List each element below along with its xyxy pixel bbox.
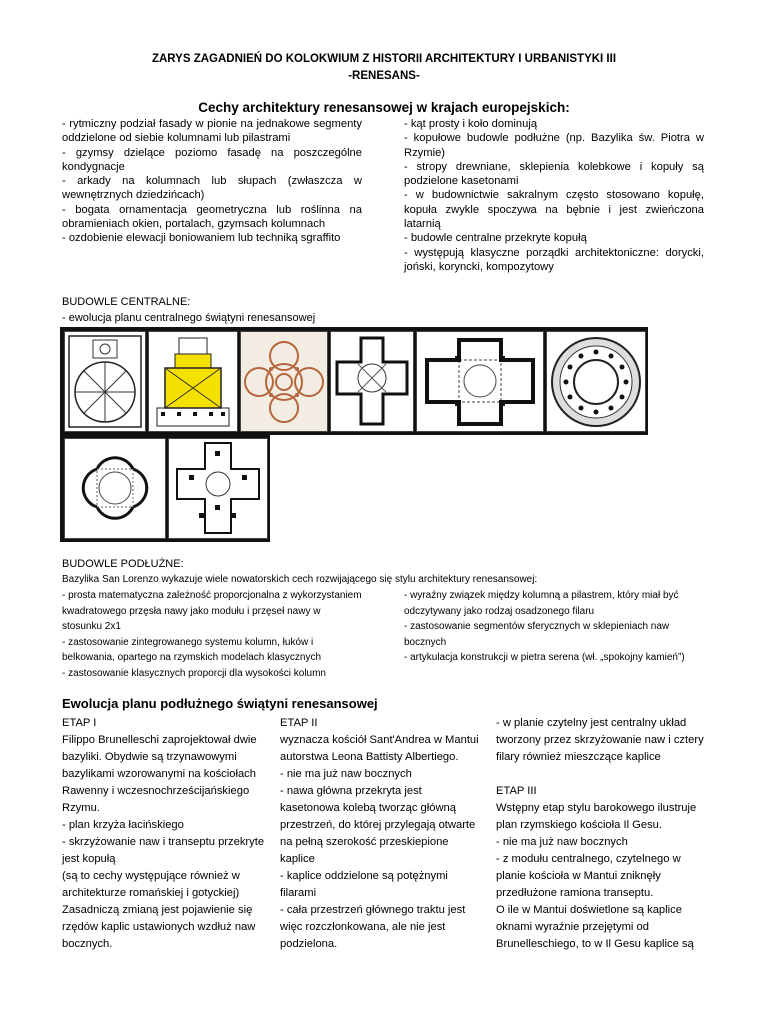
longitudinal-item: - artykulacja konstrukcji w pietra serena (wł. „spokojny kamień”) bbox=[404, 652, 685, 663]
etap2-label: ETAP II bbox=[280, 717, 318, 729]
document-subtitle: -RENESANS- bbox=[348, 70, 420, 82]
sepia-quatrefoil-plan-icon bbox=[240, 331, 328, 432]
features-right-column bbox=[404, 117, 704, 274]
longitudinal-intro: Bazylika San Lorenzo wykazuje wiele nowatorskich cech rozwijającego się stylu architektury renesansowej: bbox=[62, 574, 538, 585]
cross-plan-icon bbox=[330, 331, 414, 432]
features-left-column bbox=[62, 117, 362, 246]
features-heading: Cechy architektury renesansowej w krajach europejskich: bbox=[198, 100, 570, 115]
central-heading: BUDOWLE CENTRALNE: bbox=[62, 296, 191, 308]
etap1-column bbox=[62, 715, 274, 953]
etap3-column bbox=[496, 715, 706, 953]
feature-item: - budowle centralne przekryte kopułą bbox=[404, 232, 587, 245]
etap2-line: - nawa główna przekryta jest kasetonowa kolebą tworząc główną przestrzeń, do której przylegają otwarte na pełną szerokość przeskiepione kaplice bbox=[280, 785, 476, 865]
circular-colonnade-plan-icon bbox=[546, 331, 646, 432]
feature-item: - rytmiczny podział fasady w pionie na jednakowe segmenty oddzielone od siebie kolumnami lub pilastrami bbox=[62, 118, 362, 145]
feature-item: - kąt prosty i koło dominują bbox=[404, 118, 538, 130]
etap2-column bbox=[280, 715, 480, 953]
cruciform-plan-icon bbox=[168, 438, 268, 539]
longitudinal-item: - zastosowanie zintegrowanego systemu kolumn, łuków i belkowania, opartego na rzymskich modelach klasycznych bbox=[62, 636, 322, 663]
etap3-spacer bbox=[496, 766, 706, 783]
round-plan-icon bbox=[64, 331, 146, 432]
etap3-line: Wstępny etap stylu barokowego ilustruje plan rzymskiego kościoła Il Gesu. bbox=[496, 802, 697, 831]
etap1-label: ETAP I bbox=[62, 717, 97, 729]
longitudinal-item: - prosta matematyczna zależność proporcjonalna z wykorzystaniem kwadratowego przęsła nawy jako modułu i przęseł nawy w stosunku 2x1 bbox=[62, 590, 362, 632]
longitudinal-item: - wyraźny związek między kolumną a pilastrem, który miał być odczytywany jako rodzaj osadzonego filaru bbox=[404, 590, 679, 617]
evolution-heading: Ewolucja planu podłużnego świątyni renesansowej bbox=[62, 696, 378, 711]
etap1-line: - plan krzyża łacińskiego bbox=[62, 819, 184, 831]
longitudinal-item: - zastosowanie segmentów sferycznych w sklepieniach naw bocznych bbox=[404, 621, 670, 648]
feature-item: - bogata ornamentacja geometryczna lub roślinna na obramieniach okien, portalach, gzymsach kolumnach bbox=[62, 203, 362, 231]
document-title: ZARYS ZAGADNIEŃ DO KOLOKWIUM Z HISTORII ARCHITEKTURY I URBANISTYKI III bbox=[151, 53, 617, 65]
feature-item: - gzymsy dzielące poziomo fasadę na poszczególne kondygnacje bbox=[62, 146, 362, 173]
etap3-intro-line: - w planie czytelny jest centralny układ tworzony przez skrzyżowanie naw i cztery filary również mieszczące kaplice bbox=[496, 717, 704, 763]
etap1-line: Zasadniczą zmianą jest pojawienie się rzędów kaplic ustawionych wzdłuż naw bocznych. bbox=[62, 904, 256, 950]
etap3-line: O ile w Mantui doświetlone są kaplice oknami wyraźnie przejętymi od Brunelleschiego, to w Il Gesu kaplice są bbox=[496, 904, 694, 950]
longitudinal-left-column bbox=[62, 588, 362, 681]
etap1-line: (są to cechy występujące również w architekturze romańskiej i gotyckiej) bbox=[62, 870, 240, 899]
etap2-line: wyznacza kościół Sant'Andrea w Mantui autorstwa Leona Battisty Albertiego. bbox=[280, 734, 479, 763]
etap3-label: ETAP III bbox=[496, 785, 537, 797]
etap3-line: - z modułu centralnego, czytelnego w planie kościoła w Mantui zniknęły przedłużone ramiona transeptu. bbox=[496, 853, 681, 899]
feature-item: - kopułowe budowle podłużne (np. Bazylika św. Piotra w Rzymie) bbox=[404, 132, 704, 159]
central-subheading: - ewolucja planu centralnego świątyni renesansowej bbox=[62, 312, 316, 324]
greek-cross-plan-icon bbox=[416, 331, 544, 432]
longitudinal-item: - zastosowanie klasycznych proporcji dla wysokości kolumn bbox=[62, 667, 326, 679]
etap2-line: - cała przestrzeń głównego traktu jest więc rozczłonkowana, ale nie jest podzielona. bbox=[280, 904, 466, 950]
yellow-square-plan-icon bbox=[148, 331, 238, 432]
etap1-line: Filippo Brunelleschi zaprojektował dwie bazyliki. Obydwie są trzynawowymi bazylikami wzorowanymi na kościołach Rawenny i wczesnochrześcijańskiego Rzymu. bbox=[62, 734, 257, 814]
feature-item: - arkady na kolumnach lub słupach (zwłaszcza w wewnętrznych dziedzińcach) bbox=[62, 175, 362, 202]
etap2-line: - nie ma już naw bocznych bbox=[280, 768, 412, 780]
etap1-line: - skrzyżowanie naw i transeptu przekryte jest kopułą bbox=[62, 836, 265, 865]
feature-item: - występują klasyczne porządki architektoniczne: dorycki, joński, koryncki, kompozytowy bbox=[404, 246, 704, 273]
feature-item: - stropy drewniane, sklepienia kolebkowe i kopuły są podzielone kasetonami bbox=[404, 160, 704, 188]
feature-item: - ozdobienie elewacji boniowaniem lub techniką sgraffito bbox=[62, 232, 341, 245]
quatrefoil-plan-icon bbox=[64, 438, 166, 539]
etap2-line: - kaplice oddzielone są potężnymi filarami bbox=[280, 870, 448, 899]
longitudinal-right-column bbox=[404, 588, 704, 666]
feature-item: - w budownictwie sakralnym często stosowano kopułę, kopuła zwykle spoczywa na bębnie i jest zwieńczona latarnią bbox=[404, 189, 704, 231]
longitudinal-heading: BUDOWLE PODŁUŻNE: bbox=[62, 558, 184, 570]
etap3-line: - nie ma już naw bocznych bbox=[496, 836, 628, 848]
